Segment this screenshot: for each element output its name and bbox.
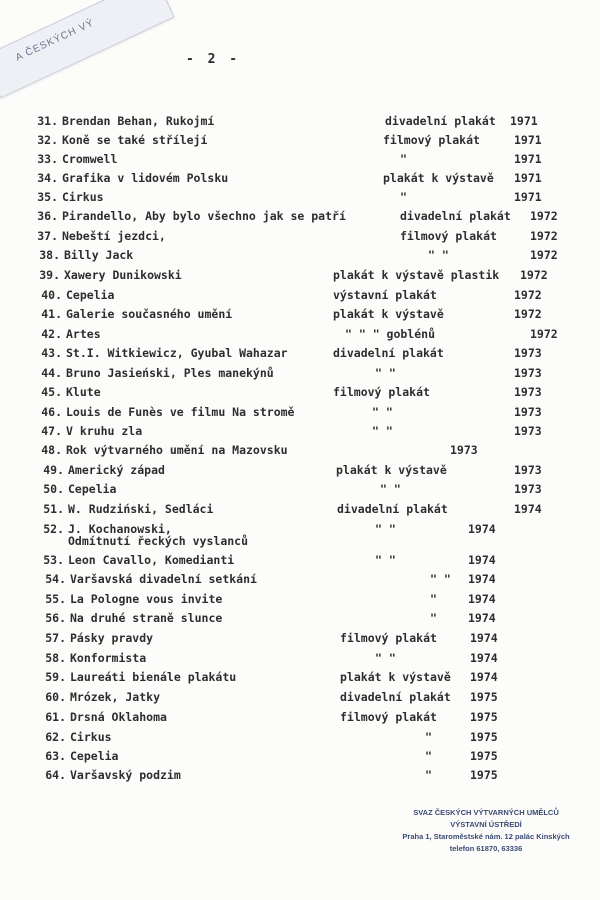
list-item — [22, 190, 575, 208]
item-year: 1971 — [510, 114, 538, 128]
item-category: " — [430, 611, 437, 625]
list-item — [28, 502, 575, 520]
item-title-continued: Odmítnutí řeckých vyslanců — [68, 534, 249, 548]
item-category: " " — [375, 651, 396, 665]
item-year: 1971 — [514, 133, 542, 147]
item-title: Pirandello, Aby bylo všechno jak se patří — [62, 209, 346, 223]
list-item — [26, 346, 575, 364]
item-title: Cepelia — [66, 288, 115, 302]
item-year: 1975 — [470, 710, 498, 724]
institution-stamp — [396, 807, 576, 855]
item-year: 1973 — [514, 424, 542, 438]
item-number: 33. — [37, 152, 58, 166]
list-item — [30, 730, 575, 748]
item-year: 1974 — [468, 522, 496, 536]
item-category: " — [425, 730, 432, 744]
list-item — [28, 482, 575, 500]
item-title: Americký západ — [68, 463, 165, 477]
item-number: 56. — [45, 611, 66, 625]
list-item — [26, 424, 575, 442]
item-category: divadelní plakát — [385, 114, 496, 128]
item-year: 1974 — [514, 502, 542, 516]
item-title: Brendan Behan, Rukojmí — [62, 114, 215, 128]
item-number: 31. — [37, 114, 58, 128]
item-title: Leon Cavallo, Komedianti — [68, 553, 235, 567]
item-title: Louis de Funès ve filmu Na stromě — [66, 405, 295, 419]
item-number: 60. — [45, 690, 66, 704]
item-title: Xawery Dunikowski — [64, 268, 182, 282]
item-category: divadelní plakát — [340, 690, 451, 704]
item-number: 40. — [41, 288, 62, 302]
item-number: 64. — [45, 768, 66, 782]
item-title: Galerie současného umění — [66, 307, 233, 321]
list-item — [26, 443, 575, 461]
item-number: 61. — [45, 710, 66, 724]
item-category: " " — [375, 366, 396, 380]
item-title: Rok výtvarného umění na Mazovsku — [66, 443, 288, 457]
item-number: 36. — [37, 209, 58, 223]
item-title: W. Rudziński, Sedláci — [68, 502, 214, 516]
stamp-line-1: SVAZ ČESKÝCH VÝTVARNÝCH UMĚLCŮ — [413, 808, 559, 817]
item-category: " " — [380, 482, 401, 496]
list-item — [28, 522, 575, 548]
list-item — [22, 152, 575, 170]
list-item — [30, 592, 575, 610]
item-number: 32. — [37, 133, 58, 147]
item-title: Konformista — [70, 651, 147, 665]
list-item — [24, 268, 575, 286]
list-item — [30, 749, 575, 767]
item-year: 1975 — [470, 749, 498, 763]
list-item — [26, 385, 575, 403]
stamp-line-3: Praha 1, Staroměstské nám. 12 palác Kinských — [402, 832, 570, 841]
item-year: 1973 — [514, 346, 542, 360]
list-item — [30, 651, 575, 669]
item-year: 1975 — [470, 690, 498, 704]
item-category: " " — [372, 405, 393, 419]
item-number: 43. — [41, 346, 62, 360]
item-year: 1972 — [530, 248, 558, 262]
item-year: 1973 — [514, 366, 542, 380]
item-title: Billy Jack — [64, 248, 134, 262]
item-year: 1973 — [514, 463, 542, 477]
item-year: 1972 — [514, 288, 542, 302]
item-year: 1972 — [530, 229, 558, 243]
item-year: 1974 — [468, 611, 496, 625]
item-number: 38. — [39, 248, 60, 262]
item-number: 51. — [43, 502, 64, 516]
item-category: " " " goblénů — [345, 327, 436, 341]
list-item — [30, 690, 575, 708]
item-year: 1973 — [514, 482, 542, 496]
item-number: 58. — [45, 651, 66, 665]
list-item — [28, 553, 575, 571]
list-item — [30, 710, 575, 728]
item-number: 55. — [45, 592, 66, 606]
item-category: " — [400, 152, 407, 166]
item-year: 1974 — [470, 670, 498, 684]
item-number: 63. — [45, 749, 66, 763]
item-category: " — [425, 749, 432, 763]
list-item — [26, 327, 575, 345]
item-number: 42. — [41, 327, 62, 341]
item-category: plakát k výstavě plastik — [333, 268, 500, 282]
page-number: - 2 - — [186, 52, 241, 67]
item-title: Cepelia — [68, 482, 117, 496]
list-item — [22, 171, 575, 189]
item-number: 41. — [41, 307, 62, 321]
item-title: J. Kochanowski, — [68, 522, 172, 536]
item-category: " " — [430, 572, 451, 586]
item-category: plakát k výstavě — [340, 670, 451, 684]
item-category: filmový plakát — [340, 631, 437, 645]
item-number: 47. — [41, 424, 62, 438]
item-title: Artes — [66, 327, 101, 341]
item-title: Cirkus — [62, 190, 104, 204]
item-year: 1974 — [468, 572, 496, 586]
item-category: plakát k výstavě — [333, 307, 444, 321]
list-item — [26, 288, 575, 306]
item-year: 1974 — [470, 631, 498, 645]
item-year: 1973 — [514, 385, 542, 399]
item-title: Bruno Jasieński, Ples manekýnů — [66, 366, 274, 380]
stamp-line-2: VÝSTAVNÍ ÚSTŘEDÍ — [450, 820, 522, 829]
item-category: výstavní plakát — [333, 288, 437, 302]
list-item — [30, 572, 575, 590]
item-title: Na druhé straně slunce — [70, 611, 223, 625]
item-title: La Pologne vous invite — [70, 592, 223, 606]
item-category: " — [430, 592, 437, 606]
item-title: Pásky pravdy — [70, 631, 154, 645]
item-number: 45. — [41, 385, 62, 399]
list-item — [22, 229, 575, 247]
item-number: 48. — [41, 443, 62, 457]
item-year: 1971 — [514, 190, 542, 204]
item-year: 1971 — [514, 152, 542, 166]
item-year: 1974 — [468, 553, 496, 567]
item-number: 46. — [41, 405, 62, 419]
item-number: 50. — [43, 482, 64, 496]
item-title: Mrózek, Jatky — [70, 690, 161, 704]
item-year: 1972 — [520, 268, 548, 282]
item-title: Drsná Oklahoma — [70, 710, 167, 724]
list-item — [26, 366, 575, 384]
list-item — [22, 209, 575, 227]
item-number: 49. — [43, 463, 64, 477]
item-title: Cromwell — [62, 152, 118, 166]
list-item — [30, 631, 575, 649]
item-number: 44. — [41, 366, 62, 380]
item-year: 1972 — [530, 209, 558, 223]
item-category: " " — [428, 248, 449, 262]
item-year: 1973 — [450, 443, 478, 457]
item-number: 53. — [43, 553, 64, 567]
tape-text: A ČESKÝCH VÝ — [14, 17, 97, 64]
list-item — [28, 463, 575, 481]
item-category: divadelní plakát — [400, 209, 511, 223]
item-title: Laureáti bienále plakátu — [70, 670, 237, 684]
item-title: St.I. Witkiewicz, Gyubal Wahazar — [66, 346, 288, 360]
item-number: 35. — [37, 190, 58, 204]
item-year: 1972 — [530, 327, 558, 341]
list-item — [26, 307, 575, 325]
item-year: 1975 — [470, 730, 498, 744]
item-year: 1972 — [514, 307, 542, 321]
item-year: 1974 — [468, 592, 496, 606]
item-year: 1973 — [514, 405, 542, 419]
item-number: 62. — [45, 730, 66, 744]
item-number: 54. — [45, 572, 66, 586]
item-number: 39. — [39, 268, 60, 282]
list-item — [24, 248, 575, 266]
item-title: Varšavská divadelní setkání — [70, 572, 257, 586]
item-category: filmový plakát — [333, 385, 430, 399]
item-number: 57. — [45, 631, 66, 645]
list-item — [30, 611, 575, 629]
item-category: " " — [372, 424, 393, 438]
item-category: filmový plakát — [383, 133, 480, 147]
item-title: Cirkus — [70, 730, 112, 744]
item-title: Varšavský podzim — [70, 768, 181, 782]
item-year: 1971 — [514, 171, 542, 185]
item-category: divadelní plakát — [337, 502, 448, 516]
item-year: 1974 — [470, 651, 498, 665]
item-title: Cepelia — [70, 749, 119, 763]
item-category: " — [400, 190, 407, 204]
item-category: " — [425, 768, 432, 782]
item-number: 52. — [43, 522, 64, 536]
item-category: " " — [375, 522, 396, 536]
item-title: V kruhu zla — [66, 424, 143, 438]
stamp-line-4: telefon 61870, 63336 — [449, 844, 523, 853]
item-category: plakát k výstavě — [383, 171, 494, 185]
item-category: filmový plakát — [340, 710, 437, 724]
item-category: plakát k výstavě — [336, 463, 447, 477]
item-year: 1975 — [470, 768, 498, 782]
item-number: 37. — [37, 229, 58, 243]
item-number: 59. — [45, 670, 66, 684]
list-item — [30, 768, 575, 786]
list-item — [26, 405, 575, 423]
list-item — [22, 133, 575, 151]
item-title: Klute — [66, 385, 101, 399]
item-title: Grafika v lidovém Polsku — [62, 171, 229, 185]
item-title: Nebeští jezdci, — [62, 229, 166, 243]
item-title: Koně se také střílejí — [62, 133, 208, 147]
list-item — [22, 114, 575, 132]
tape-strip — [0, 0, 175, 98]
item-category: filmový plakát — [400, 229, 497, 243]
item-number: 34. — [37, 171, 58, 185]
item-category: divadelní plakát — [333, 346, 444, 360]
list-item — [30, 670, 575, 688]
item-category: " " — [375, 553, 396, 567]
